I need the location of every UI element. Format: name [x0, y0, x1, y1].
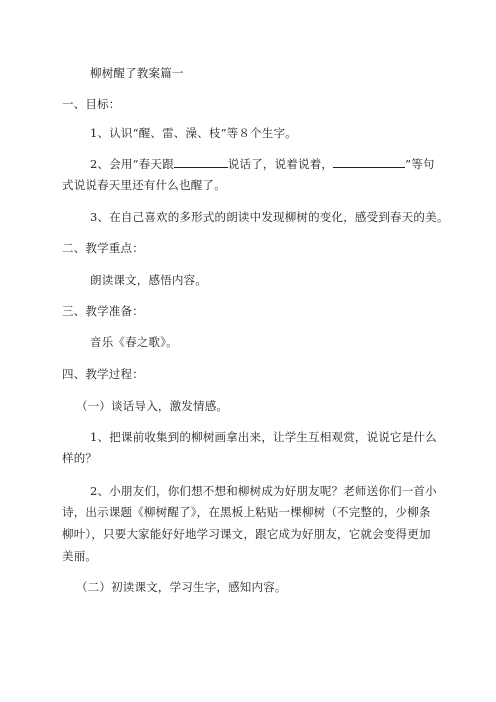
- document-title: 柳树醒了教案篇一: [90, 66, 184, 80]
- fill-blank-2: [333, 157, 405, 168]
- process-step-1-item-1-line-2: 样的？: [62, 451, 98, 465]
- process-step-1-item-2-line-3: 柳叶），只要大家能好好地学习课文，跟它成为好朋友，它就会变得更加: [62, 527, 431, 541]
- goal-item-1: 1、认识“醒、雷、澡、枝”等８个生字。: [90, 126, 297, 140]
- process-step-1-item-2-line-4: 美丽。: [62, 549, 98, 563]
- process-step-1-item-2-line-1: 2、小朋友们，你们想不想和柳树成为好朋友呢？老师送你们一首小: [90, 484, 437, 498]
- goal-item-2: [90, 157, 435, 171]
- process-step-1-item-2-line-2: 诗，出示课题《柳树醒了》，在黑板上粘贴一棵柳树（不完整的，少柳条: [62, 505, 431, 519]
- section-heading-process: 四、教学过程：: [62, 367, 144, 381]
- goal-item-2-continuation: 式说说春天里还有什么也醒了。: [62, 178, 226, 192]
- goal-item-2-part3: ”等句: [405, 157, 435, 171]
- section-heading-key-points: 二、教学重点：: [62, 241, 144, 255]
- process-step-2-title: （二）初读课文，学习生字，感知内容。: [76, 580, 287, 594]
- section-heading-goals: 一、目标：: [62, 97, 121, 111]
- goal-item-2-part2: 说话了，说着说着，: [227, 157, 334, 171]
- process-step-1-title: （一）谈话导入，激发情感。: [76, 399, 229, 413]
- preparation-text: 音乐《春之歌》。: [90, 335, 178, 349]
- goal-item-2-part1: 2、会用“春天跟: [90, 157, 174, 171]
- process-step-1-item-1-line-1: 1、把课前收集到的柳树画拿出来，让学生互相观赏，说说它是什么: [90, 430, 437, 444]
- fill-blank-1: [174, 157, 228, 168]
- goal-item-3: 3、在自己喜欢的多形式的朗读中发现柳树的变化，感受到春天的美。: [90, 210, 449, 224]
- section-heading-preparation: 三、教学准备：: [62, 304, 144, 318]
- key-points-text: 朗读课文，感悟内容。: [90, 273, 207, 287]
